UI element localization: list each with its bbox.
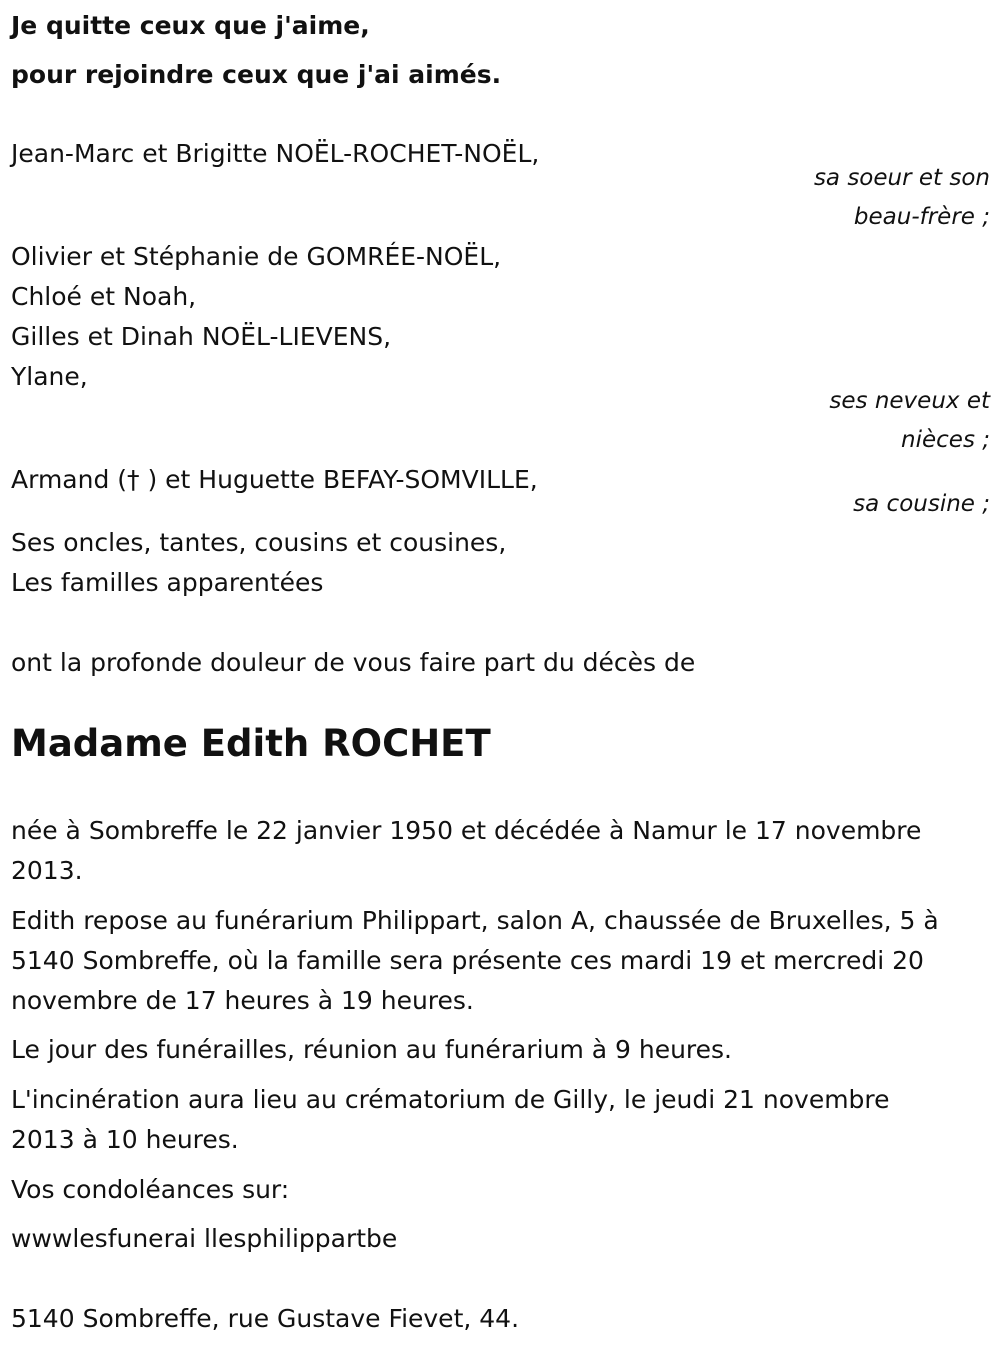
announcement: ont la profonde douleur de vous faire part du décès de bbox=[11, 648, 696, 677]
cremation-line-1: L'incinération aura lieu au crématorium de Gilly, le jeudi 21 novembre bbox=[11, 1085, 890, 1114]
epigraph-line-2: pour rejoindre ceux que j'ai aimés. bbox=[11, 60, 502, 89]
cousin-relation: sa cousine ; bbox=[853, 491, 990, 517]
epigraph-line-1: Je quitte ceux que j'aime, bbox=[11, 11, 370, 40]
nephews-relation-line-2: nièces ; bbox=[901, 427, 990, 453]
nephew-names-4: Ylane, bbox=[11, 362, 88, 391]
condolences-label: Vos condoléances sur: bbox=[11, 1175, 290, 1204]
funerarium-line-2: 5140 Sombreffe, où la famille sera présente ces mardi 19 et mercredi 20 bbox=[11, 946, 924, 975]
birth-death-line-1: née à Sombreffe le 22 janvier 1950 et décédée à Namur le 17 novembre bbox=[11, 816, 922, 845]
sister-relation-line-1: sa soeur et son bbox=[813, 165, 990, 191]
funerarium-line-3: novembre de 17 heures à 19 heures. bbox=[11, 986, 474, 1015]
birth-death-line-2: 2013. bbox=[11, 856, 83, 885]
cremation-line-2: 2013 à 10 heures. bbox=[11, 1125, 239, 1154]
nephew-names-1: Olivier et Stéphanie de GOMRÉE-NOËL, bbox=[11, 242, 502, 271]
sister-relation-line-2: beau-frère ; bbox=[853, 204, 990, 230]
condolences-url[interactable]: wwwlesfunerai llesphilippartbe bbox=[11, 1224, 398, 1253]
sister-names: Jean-Marc et Brigitte NOËL-ROCHET-NOËL, bbox=[11, 139, 540, 168]
address: 5140 Sombreffe, rue Gustave Fievet, 44. bbox=[11, 1304, 520, 1333]
nephew-names-3: Gilles et Dinah NOËL-LIEVENS, bbox=[11, 322, 392, 351]
funerarium-line-1: Edith repose au funérarium Philippart, salon A, chaussée de Bruxelles, 5 à bbox=[11, 906, 939, 935]
other-relatives-1: Ses oncles, tantes, cousins et cousines, bbox=[11, 528, 507, 557]
deceased-name: Madame Edith ROCHET bbox=[11, 722, 491, 765]
nephew-names-2: Chloé et Noah, bbox=[11, 282, 197, 311]
cousin-names: Armand († ) et Huguette BEFAY-SOMVILLE, bbox=[11, 465, 538, 494]
nephews-relation-line-1: ses neveux et bbox=[829, 388, 990, 414]
meeting-info: Le jour des funérailles, réunion au funérarium à 9 heures. bbox=[11, 1035, 733, 1064]
other-relatives-2: Les familles apparentées bbox=[11, 568, 324, 597]
